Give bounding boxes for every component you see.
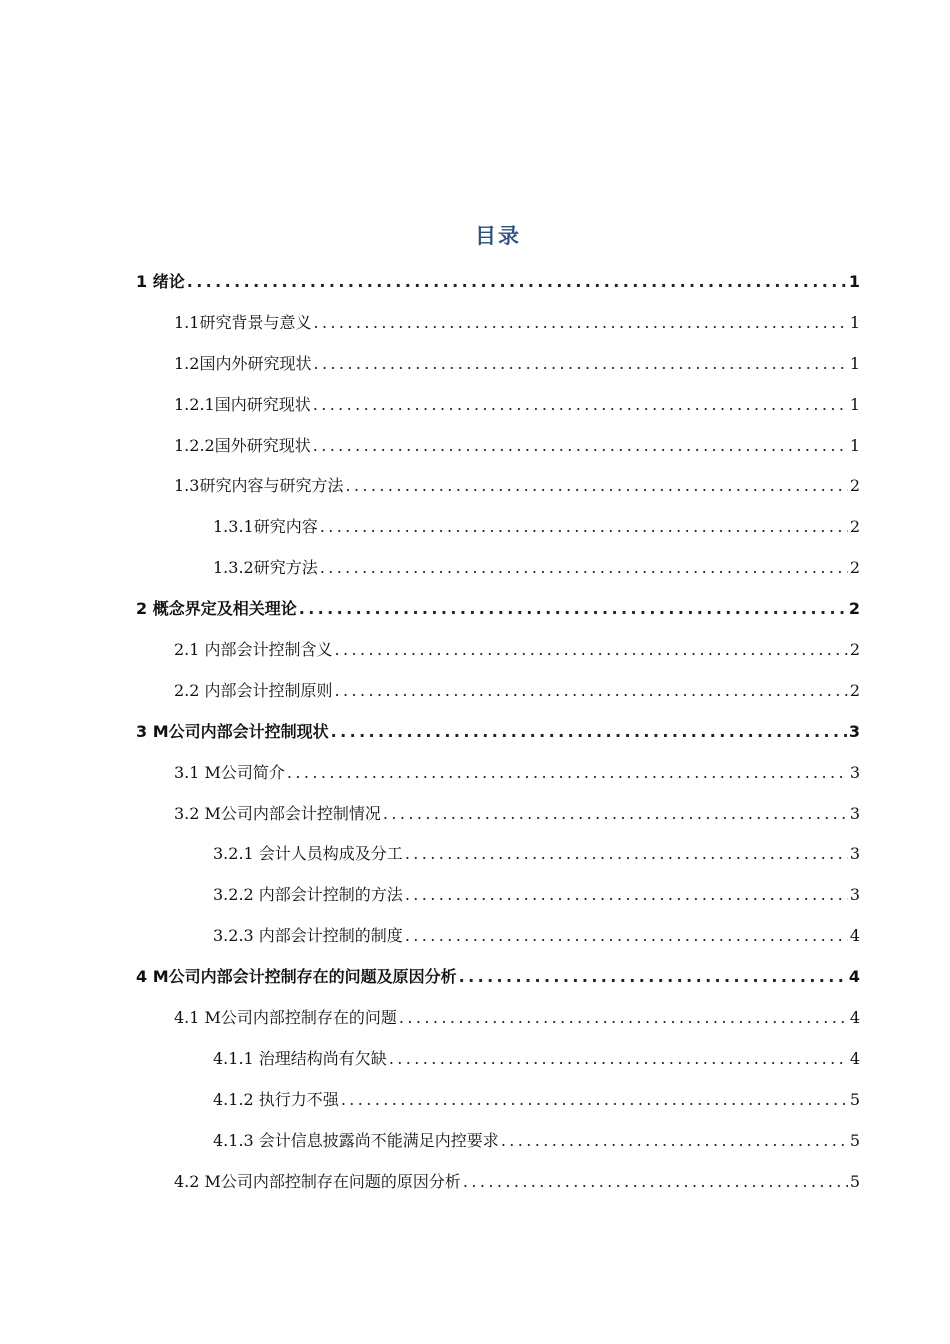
toc-entry-text: 1 绪论	[136, 271, 185, 291]
toc-leader	[405, 844, 848, 863]
toc-entry-page: 4	[849, 1048, 860, 1068]
toc-entry[interactable]	[0, 424, 950, 465]
toc-entry-text: 3.2.1 会计人员构成及分工	[213, 844, 403, 864]
toc-entry-text: 4.1.3 会计信息披露尚不能满足内控要求	[213, 1130, 499, 1150]
toc-entry-text: 1.3.1研究内容	[213, 517, 318, 537]
toc-leader	[345, 476, 847, 495]
toc-entry-text: 3 M公司内部会计控制现状	[136, 721, 329, 741]
toc-entry[interactable]	[0, 1037, 950, 1078]
toc-entry[interactable]	[0, 955, 950, 996]
toc-entry[interactable]	[0, 792, 950, 833]
toc-entry-page: 1	[849, 353, 860, 373]
toc-entry-page: 2	[849, 476, 860, 496]
toc-entry-page: 2	[849, 558, 860, 578]
toc-entry-text: 1.2.2国外研究现状	[174, 435, 311, 455]
toc-entry-text: 4.1.2 执行力不强	[213, 1089, 339, 1109]
toc-entry[interactable]	[0, 832, 950, 873]
toc-entry-text: 4.1.1 治理结构尚有欠缺	[213, 1048, 387, 1068]
toc-entry-page: 2	[848, 599, 860, 619]
toc-leader	[287, 763, 848, 782]
toc-leader	[459, 967, 847, 986]
toc-leader	[320, 558, 848, 577]
toc-entry-page: 2	[849, 517, 860, 537]
toc-entry-text: 4 M公司内部会计控制存在的问题及原因分析	[136, 967, 457, 987]
toc-leader	[320, 517, 848, 536]
toc-list	[0, 260, 950, 1200]
toc-entry[interactable]	[0, 342, 950, 383]
toc-leader	[313, 313, 847, 332]
toc-entry-page: 1	[849, 394, 860, 414]
toc-entry-page: 3	[848, 721, 860, 741]
toc-entry-page: 1	[848, 271, 860, 291]
toc-entry-page: 4	[848, 967, 860, 987]
toc-entry[interactable]	[0, 914, 950, 955]
toc-entry-text: 1.2.1国内研究现状	[174, 394, 311, 414]
toc-entry-text: 1.3研究内容与研究方法	[174, 476, 344, 496]
toc-entry-text: 3.2.2 内部会计控制的方法	[213, 885, 403, 905]
toc-leader	[313, 436, 848, 455]
toc-entry-page: 1	[849, 312, 860, 332]
toc-entry[interactable]	[0, 873, 950, 914]
toc-entry-page: 2	[849, 639, 860, 659]
toc-leader	[405, 885, 848, 904]
toc-entry[interactable]	[0, 464, 950, 505]
toc-entry-text: 2.2 内部会计控制原则	[174, 680, 333, 700]
toc-leader	[335, 640, 848, 659]
toc-leader	[331, 722, 847, 741]
toc-entry[interactable]	[0, 587, 950, 628]
toc-entry-page: 2	[849, 680, 860, 700]
toc-entry-page: 3	[849, 844, 860, 864]
toc-entry[interactable]	[0, 669, 950, 710]
toc-entry-text: 2.1 内部会计控制含义	[174, 639, 333, 659]
toc-entry-text: 1.3.2研究方法	[213, 558, 318, 578]
toc-entry[interactable]	[0, 710, 950, 751]
toc-leader	[299, 599, 847, 618]
toc-leader	[313, 395, 848, 414]
toc-entry-text: 2 概念界定及相关理论	[136, 599, 297, 619]
toc-entry[interactable]	[0, 1160, 950, 1201]
toc-leader	[463, 1172, 848, 1191]
toc-entry[interactable]	[0, 628, 950, 669]
toc-entry-page: 3	[849, 762, 860, 782]
toc-entry-text: 4.2 M公司内部控制存在问题的原因分析	[174, 1171, 461, 1191]
toc-leader	[389, 1049, 848, 1068]
toc-entry-page: 5	[849, 1089, 860, 1109]
toc-entry[interactable]	[0, 260, 950, 301]
toc-entry-page: 4	[849, 1007, 860, 1027]
toc-entry-page: 4	[849, 926, 860, 946]
toc-entry-page: 5	[849, 1171, 860, 1191]
toc-entry-text: 3.1 M公司简介	[174, 762, 285, 782]
toc-entry-text: 3.2.3 内部会计控制的制度	[213, 926, 403, 946]
toc-entry-text: 1.1研究背景与意义	[174, 312, 312, 332]
toc-entry-page: 3	[849, 803, 860, 823]
toc-leader	[405, 926, 848, 945]
toc-leader	[187, 272, 847, 291]
toc-entry[interactable]	[0, 751, 950, 792]
toc-leader	[501, 1131, 848, 1150]
toc-leader	[383, 804, 848, 823]
toc-leader	[341, 1090, 848, 1109]
toc-entry[interactable]	[0, 505, 950, 546]
toc-entry-page: 1	[849, 435, 860, 455]
toc-entry[interactable]	[0, 1078, 950, 1119]
toc-leader	[335, 681, 848, 700]
toc-entry[interactable]	[0, 546, 950, 587]
toc-leader	[313, 354, 847, 373]
toc-entry[interactable]	[0, 1119, 950, 1160]
toc-entry-text: 1.2国内外研究现状	[174, 353, 312, 373]
toc-entry[interactable]	[0, 996, 950, 1037]
toc-entry-page: 3	[849, 885, 860, 905]
toc-title: 目录	[475, 224, 521, 248]
toc-entry-text: 3.2 M公司内部会计控制情况	[174, 803, 381, 823]
toc-entry[interactable]	[0, 383, 950, 424]
toc-entry-text: 4.1 M公司内部控制存在的问题	[174, 1007, 397, 1027]
toc-leader	[399, 1008, 848, 1027]
toc-entry-page: 5	[849, 1130, 860, 1150]
toc-entry[interactable]	[0, 301, 950, 342]
